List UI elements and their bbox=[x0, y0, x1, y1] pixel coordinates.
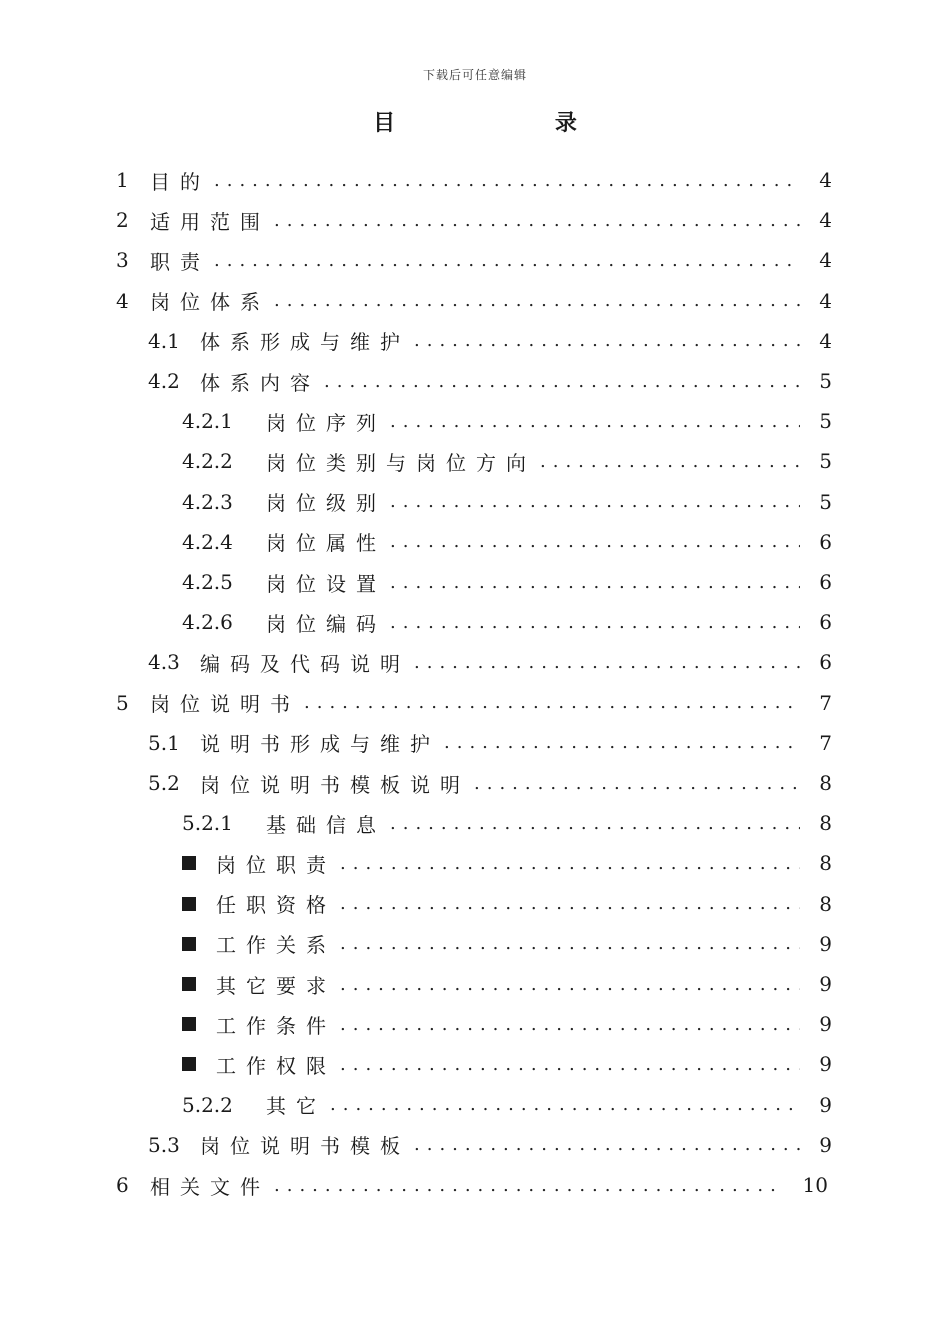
toc-entry-title: 任职资格 bbox=[216, 893, 336, 918]
toc-entry-title: 岗位职责 bbox=[216, 852, 336, 877]
toc-entry-number: 1 bbox=[116, 168, 129, 192]
bullet-icon bbox=[182, 1057, 196, 1071]
toc-entry-title: 体系形成与维护 bbox=[200, 330, 410, 355]
toc-leader-dots bbox=[414, 330, 800, 351]
toc-entry-number: 4.2.2 bbox=[182, 449, 233, 474]
toc-entry-title: 体系内容 bbox=[200, 370, 320, 395]
toc-entry[interactable] bbox=[148, 642, 800, 682]
toc-entry-number: 4.2.3 bbox=[182, 489, 233, 514]
toc-entry-title: 编码及代码说明 bbox=[200, 651, 410, 676]
toc-entry[interactable] bbox=[182, 602, 800, 642]
toc-entry-title: 其它 bbox=[266, 1094, 326, 1119]
toc-entry-page: 9 bbox=[819, 1132, 832, 1157]
toc-entry[interactable] bbox=[116, 281, 800, 321]
toc-leader-dots bbox=[390, 531, 800, 552]
toc-leader-dots bbox=[540, 451, 800, 472]
toc-entry-title: 岗位设置 bbox=[266, 571, 386, 596]
toc-entry-title: 岗位属性 bbox=[266, 531, 386, 556]
toc-entry[interactable] bbox=[116, 240, 800, 280]
toc-entry[interactable] bbox=[182, 562, 800, 602]
toc-entry-page: 9 bbox=[819, 1092, 832, 1117]
bullet-icon bbox=[182, 937, 196, 951]
toc-entry-page: 9 bbox=[819, 1012, 832, 1037]
toc-entry-page: 5 bbox=[819, 409, 832, 434]
bullet-icon bbox=[182, 1017, 196, 1031]
toc-entry-number: 6 bbox=[116, 1173, 129, 1197]
toc-entry-number: 2 bbox=[116, 208, 129, 233]
bullet-icon bbox=[182, 977, 196, 991]
toc-entry-page: 8 bbox=[819, 851, 832, 876]
toc-entry-title: 职责 bbox=[150, 249, 210, 274]
toc-entry-page: 9 bbox=[819, 1052, 832, 1077]
toc-entry[interactable] bbox=[182, 482, 800, 522]
toc-entry-number: 4.1 bbox=[148, 328, 180, 353]
toc-entry-title: 岗位说明书 bbox=[150, 692, 300, 717]
toc-leader-dots bbox=[214, 170, 800, 191]
toc-entry-title: 岗位说明书模板说明 bbox=[200, 772, 470, 797]
toc-entry-page: 6 bbox=[819, 650, 832, 675]
toc-entry-page: 10 bbox=[802, 1173, 828, 1197]
toc-leader-dots bbox=[214, 250, 800, 271]
toc-entry[interactable] bbox=[182, 401, 800, 441]
toc-leader-dots bbox=[274, 210, 800, 231]
toc-leader-dots bbox=[390, 813, 800, 834]
toc-entry-number: 5.2 bbox=[148, 771, 180, 795]
toc-entry[interactable] bbox=[182, 522, 800, 562]
toc-entry-page: 6 bbox=[819, 570, 832, 594]
toc-entry-number: 3 bbox=[116, 248, 129, 273]
toc-entry-page: 4 bbox=[819, 248, 832, 273]
toc-entry[interactable] bbox=[148, 763, 800, 803]
bullet-icon bbox=[182, 897, 196, 911]
toc-entry-title: 说明书形成与维护 bbox=[200, 732, 440, 757]
toc-leader-dots bbox=[390, 491, 800, 512]
toc-entry-number: 4.2.6 bbox=[182, 610, 233, 635]
toc-entry[interactable] bbox=[148, 723, 800, 763]
bullet-icon bbox=[182, 856, 196, 870]
toc-leader-dots bbox=[444, 732, 800, 753]
toc-leader-dots bbox=[340, 1014, 800, 1035]
toc-entry-number: 4.3 bbox=[148, 650, 180, 675]
toc-leader-dots bbox=[414, 652, 800, 673]
toc-leader-dots bbox=[390, 572, 800, 593]
toc-entry[interactable] bbox=[182, 1085, 800, 1125]
toc-entry[interactable] bbox=[182, 924, 800, 964]
toc-entry-title: 岗位序列 bbox=[266, 410, 386, 435]
toc-entry-page: 6 bbox=[819, 529, 832, 554]
toc-entry-number: 4.2.1 bbox=[182, 409, 233, 434]
toc-entry[interactable] bbox=[116, 200, 800, 240]
toc-entry-title: 工作关系 bbox=[216, 933, 336, 958]
toc-entry-page: 8 bbox=[819, 891, 832, 916]
toc-entry-title: 岗位说明书模板 bbox=[200, 1134, 410, 1159]
toc-entry-number: 5 bbox=[116, 690, 129, 715]
toc-leader-dots bbox=[340, 1054, 800, 1075]
page-title: 目 录 bbox=[373, 110, 653, 136]
toc-leader-dots bbox=[340, 933, 800, 954]
toc-entry-title: 岗位类别与岗位方向 bbox=[266, 450, 536, 475]
toc-leader-dots bbox=[340, 974, 800, 995]
toc-entry-page: 5 bbox=[819, 369, 832, 393]
toc-entry-title: 其它要求 bbox=[216, 973, 336, 998]
toc-entry[interactable] bbox=[182, 1044, 800, 1084]
toc-entry-page: 8 bbox=[819, 771, 832, 795]
toc-entry[interactable] bbox=[148, 1125, 800, 1165]
toc-entry-page: 9 bbox=[819, 972, 832, 996]
toc-entry-number: 5.2.2 bbox=[182, 1092, 233, 1117]
toc-entry[interactable] bbox=[148, 361, 800, 401]
toc-entry[interactable] bbox=[116, 1165, 780, 1205]
toc-entry-page: 4 bbox=[819, 208, 832, 233]
toc-leader-dots bbox=[274, 1175, 780, 1196]
toc-leader-dots bbox=[390, 612, 800, 633]
toc-entry-number: 5.2.1 bbox=[182, 811, 233, 836]
toc-entry[interactable] bbox=[182, 964, 800, 1004]
toc-entry-number: 4.2.4 bbox=[182, 529, 233, 554]
toc-leader-dots bbox=[324, 371, 800, 392]
toc-leader-dots bbox=[414, 1134, 800, 1155]
toc-entry-title: 适用范围 bbox=[150, 209, 270, 234]
toc-entry-page: 4 bbox=[819, 328, 832, 353]
toc-entry-title: 工作条件 bbox=[216, 1013, 336, 1038]
toc-entry-page: 8 bbox=[819, 811, 832, 836]
toc-entry[interactable] bbox=[116, 160, 800, 200]
toc-entry-page: 6 bbox=[819, 610, 832, 635]
toc-entry-title: 相关文件 bbox=[150, 1174, 270, 1199]
toc-entry[interactable] bbox=[182, 843, 800, 883]
toc-entry-title: 岗位编码 bbox=[266, 611, 386, 636]
toc-entry-page: 5 bbox=[819, 449, 832, 474]
toc-entry[interactable] bbox=[182, 803, 800, 843]
toc-entry-title: 基础信息 bbox=[266, 812, 386, 837]
toc-entry[interactable] bbox=[116, 683, 800, 723]
toc-leader-dots bbox=[340, 853, 800, 874]
toc-entry-page: 4 bbox=[819, 168, 832, 192]
toc-entry-number: 4.2.5 bbox=[182, 570, 233, 594]
toc-entry-title: 岗位体系 bbox=[150, 290, 270, 315]
toc-leader-dots bbox=[474, 773, 800, 794]
toc-entry-title: 岗位级别 bbox=[266, 491, 386, 516]
toc-entry-title: 工作权限 bbox=[216, 1053, 336, 1078]
toc-entry[interactable] bbox=[182, 884, 800, 924]
toc-entry-page: 9 bbox=[819, 931, 832, 956]
toc-entry-number: 4.2 bbox=[148, 369, 180, 393]
toc-entry-number: 5.3 bbox=[148, 1132, 180, 1157]
toc-entry[interactable] bbox=[182, 1004, 800, 1044]
toc-entry-title: 目的 bbox=[150, 169, 210, 194]
toc-leader-dots bbox=[340, 893, 800, 914]
toc-entry-number: 5.1 bbox=[148, 730, 180, 755]
toc-entry-number: 4 bbox=[116, 288, 129, 313]
toc-entry-page: 5 bbox=[819, 489, 832, 514]
header-note: 下载后可任意编辑 bbox=[422, 68, 527, 82]
toc-entry-page: 4 bbox=[819, 288, 832, 313]
toc-entry-page: 7 bbox=[819, 690, 832, 715]
toc-leader-dots bbox=[330, 1094, 800, 1115]
toc-entry[interactable] bbox=[182, 441, 800, 481]
toc-leader-dots bbox=[274, 290, 800, 311]
toc-entry-page: 7 bbox=[819, 730, 832, 755]
toc-leader-dots bbox=[304, 692, 800, 713]
toc-entry[interactable] bbox=[148, 321, 800, 361]
toc-leader-dots bbox=[390, 411, 800, 432]
